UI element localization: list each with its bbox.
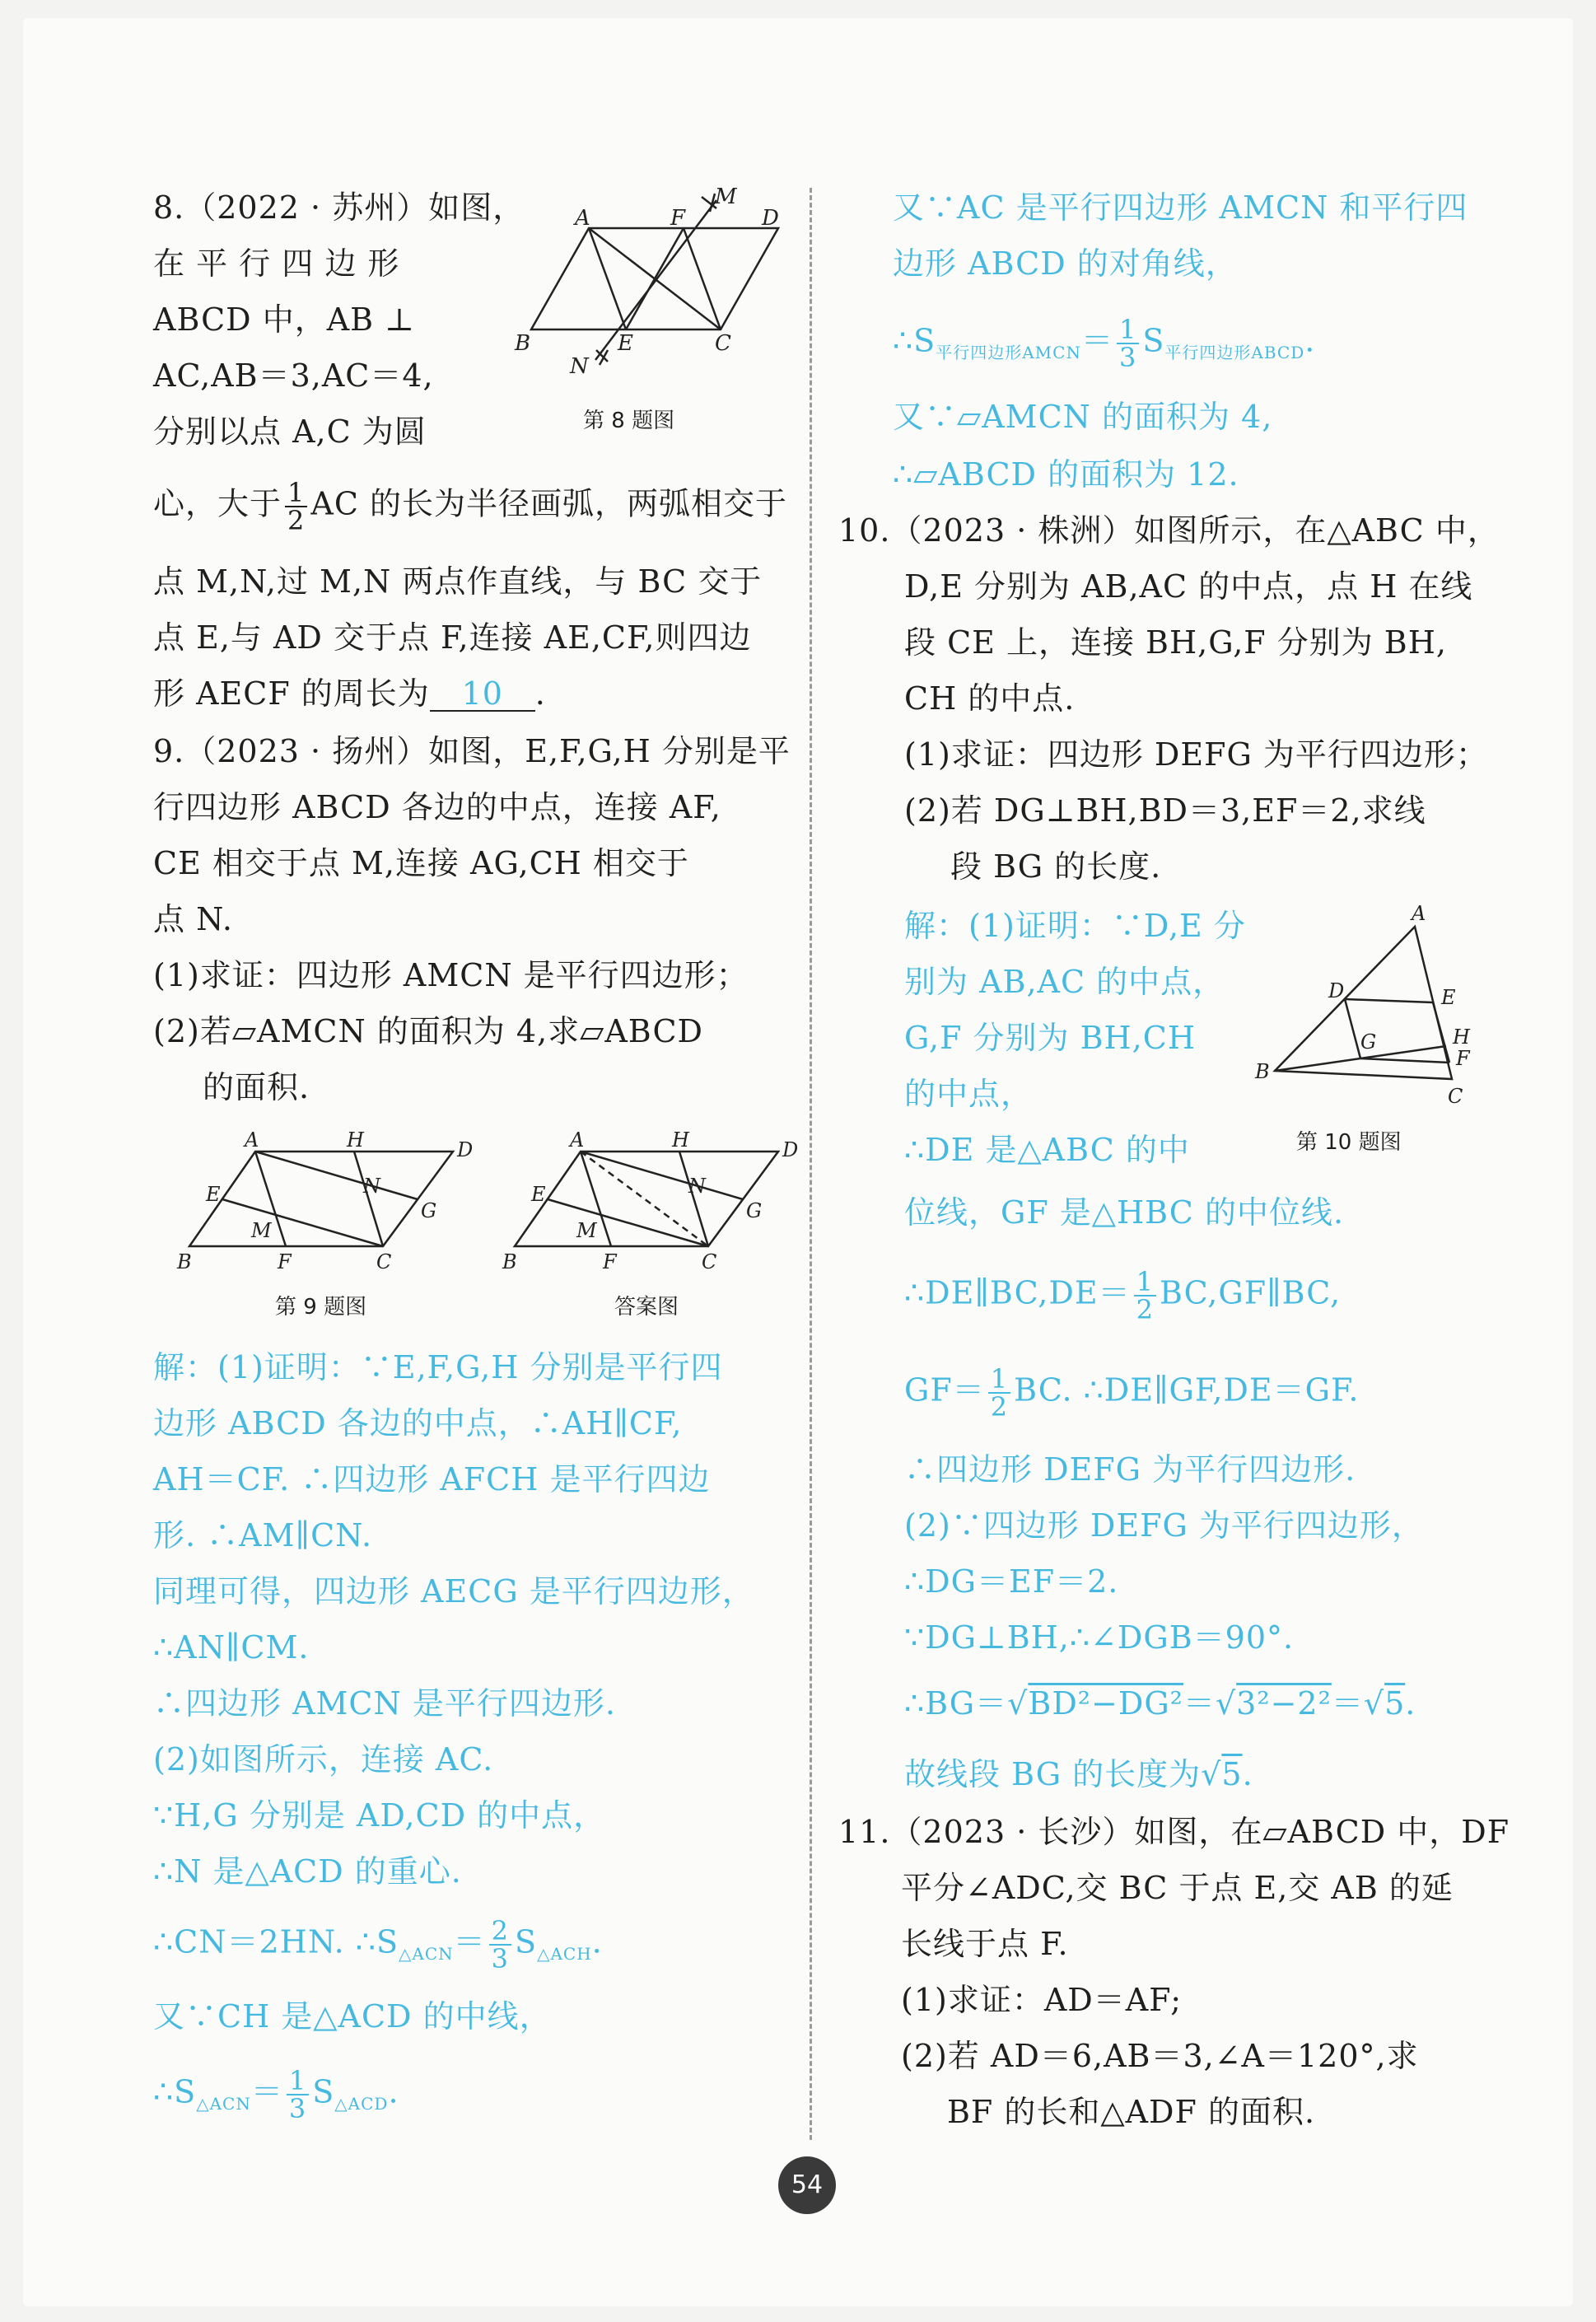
q9-cont-line-2: 边形 ABCD 的对角线， [893,245,1238,282]
q10-line-2: D,E 分别为 AB,AC 的中点，点 H 在线 [904,568,1473,605]
q10-label-C: C [1448,1085,1463,1108]
q9-solution-line-11: ∴CN＝2HN. $\therefore S_{\triangle ACN}=$ $\frac{2}{3}$ $S_{\triangle ACH}$. [153,1915,603,1974]
q11-line-2: 平分∠ADC,交 BC 于点 E,交 AB 的延 [901,1870,1454,1906]
q9-solution-line-10: ∴N 是△ACD 的重心. [153,1853,462,1890]
q9-ans-label-M: M [576,1219,597,1242]
q9-label-B: B [177,1250,192,1273]
q8-label-M: M [715,185,737,209]
q9-ans-label-C: C [702,1250,717,1273]
q8-line-5: 分别以点 A,C 为圆 [153,413,427,450]
q10-solution-line-1: 解：(1)证明：∵D,E 分 [904,908,1246,944]
q8-label-E: E [618,331,633,356]
q10-label-H: H [1453,1026,1470,1049]
q8-figure-caption: 第 8 题图 [583,409,675,433]
q11-line-4: (1)求证：AD＝AF; [901,1982,1182,2018]
q9-label-D: D [457,1138,474,1161]
page-number: 54 [778,2156,836,2214]
q8-line-3: ABCD 中，AB ⊥ [153,301,415,338]
q9-line-2: 行四边形 ABCD 各边的中点，连接 AF, [153,789,721,825]
q9-solution-line-12: 又∵CH 是△ACD 的中线， [153,1998,552,2035]
q9-figure [169,1127,482,1275]
q9-solution-line-3: AH＝CF. ∴四边形 AFCH 是平行四边 [153,1461,711,1497]
q9-solution-line-1: 解：(1)证明：∵E,F,G,H 分别是平行四 [153,1349,723,1385]
q10-solution-line-3: G,F 分别为 BH,CH [904,1020,1196,1056]
q9-solution-line-8: (2)如图所示，连接 AC. [153,1741,494,1778]
q8-label-F: F [670,206,686,231]
q11-line-5: (2)若 AD＝6,AB＝3,∠A＝120°,求 [901,2038,1419,2074]
q8-label-D: D [762,206,779,231]
q9-cont-line-4: 又∵▱AMCN 的面积为 4, [893,399,1273,435]
fraction: $\frac{1}{2}$ [285,479,307,534]
q9-ans-label-A: A [570,1128,585,1152]
q9-label-G: G [421,1199,437,1222]
q10-solution-line-14: 故线段 BG 的长度为√5. [904,1756,1253,1792]
q8-label-N: N [570,354,589,375]
q9-solution-line-6: ∴AN∥CM. [153,1629,310,1666]
q9-answer-figure-caption: 答案图 [614,1295,679,1320]
q10-line-3: 段 CE 上，连接 BH,G,F 分别为 BH, [904,624,1447,661]
q9-line-1: 9.（2023 · 扬州）如图，E,F,G,H 分别是平 [153,733,791,769]
q11-line-3: 长线于点 F. [901,1926,1069,1962]
q9-solution-line-7: ∴四边形 AMCN 是平行四边形. [153,1685,616,1722]
q10-label-D: D [1328,979,1345,1002]
q9-solution-line-4: 形. ∴AM∥CN. [153,1517,373,1553]
q10-solution-line-12: ∵DG⊥BH,∴∠DGB＝90°. [904,1619,1295,1656]
q10-label-F: F [1456,1047,1470,1070]
q9-line-6: (2)若▱AMCN 的面积为 4,求▱ABCD [153,1013,703,1049]
q9-ans-label-N: N [688,1175,706,1198]
q9-solution-line-13: $\therefore S_{\triangle ACN}=$ $\frac{1}{3}$ $S_{\triangle ACD}$. [153,2065,399,2124]
q8-line-8: 点 E,与 AD 交于点 F,连接 AE,CF,则四边 [153,619,752,656]
q8-line-2: 在 平 行 四 边 形 [153,245,400,282]
q8-line-9: 形 AECF 的周长为 10 . [153,675,546,712]
q10-solution-line-8: GF＝ $\frac{1}{2}$ BC. ∴DE∥GF,DE＝GF. [904,1363,1360,1423]
q10-label-B: B [1255,1060,1270,1083]
q10-solution-line-9: ∴四边形 DEFG 为平行四边形. [904,1451,1356,1488]
q8-line-7: 点 M,N,过 M,N 两点作直线，与 BC 交于 [153,563,763,600]
q9-ans-label-F: F [603,1250,617,1273]
q10-label-G: G [1360,1030,1377,1054]
q10-solution-line-6: 位线，GF 是△HBC 的中位线. [904,1194,1345,1231]
q11-line-6: BF 的长和△ADF 的面积. [947,2094,1316,2130]
q10-line-5: (1)求证：四边形 DEFG 为平行四边形； [904,736,1488,773]
q9-cont-line-1: 又∵AC 是平行四边形 AMCN 和平行四 [893,189,1468,226]
q10-figure-caption: 第 10 题图 [1296,1130,1402,1155]
fraction: $\frac{2}{3}$ [489,1918,511,1972]
q10-label-E: E [1441,986,1456,1009]
q10-solution-line-2: 别为 AB,AC 的中点， [904,964,1225,1000]
q8-figure [511,185,791,375]
q9-ans-label-D: D [782,1138,799,1161]
q9-answer-figure [494,1127,807,1275]
fraction: $\frac{1}{3}$ [1117,316,1139,371]
q10-line-4: CH 的中点. [904,680,1076,717]
q9-label-F: F [278,1250,292,1273]
q9-label-A: A [245,1128,259,1152]
q10-solution-line-10: (2)∵四边形 DEFG 为平行四边形， [904,1507,1424,1544]
fraction: $\frac{1}{3}$ [287,2067,309,2122]
q10-line-6: (2)若 DG⊥BH,BD＝3,EF＝2,求线 [904,792,1426,829]
q9-label-E: E [206,1183,221,1206]
q9-label-N: N [363,1175,380,1198]
q9-solution-line-2: 边形 ABCD 各边的中点，∴AH∥CF, [153,1405,683,1441]
q10-solution-line-13: ∴BG＝√BD²−DG²＝√3²−2²＝√5. [904,1685,1416,1722]
q9-ans-label-H: H [672,1128,689,1152]
q9-ans-label-G: G [746,1199,763,1222]
column-divider [810,188,812,2140]
q9-ans-label-E: E [531,1183,546,1206]
q8-label-A: A [575,206,590,231]
q10-line-1: 10.（2023 · 株洲）如图所示，在△ABC 中， [838,512,1500,549]
q10-solution-line-7: ∴DE∥BC,DE＝ $\frac{1}{2}$ BC,GF∥BC, [904,1266,1342,1325]
q9-label-H: H [347,1128,364,1152]
q9-ans-label-B: B [502,1250,517,1273]
q9-solution-line-9: ∵H,G 分别是 AD,CD 的中点， [153,1797,606,1834]
q9-line-7: 的面积. [203,1069,310,1105]
q9-line-4: 点 N. [153,901,233,937]
q9-line-5: (1)求证：四边形 AMCN 是平行四边形； [153,957,749,993]
q10-solution-line-5: ∴DE 是△ABC 的中 [904,1132,1190,1168]
q9-label-C: C [376,1250,392,1273]
q9-line-3: CE 相交于点 M,连接 AG,CH 相交于 [153,845,689,881]
fraction: $\frac{1}{2}$ [1134,1268,1156,1323]
q9-cont-line-3: $\therefore S_{平行四边形AMCN}=$ $\frac{1}{3}$ $S_{平行四边形ABCD}$. [893,314,1316,373]
q8-line-1: 8.（2022 · 苏州）如图， [153,189,525,226]
q8-label-C: C [715,331,731,356]
q10-figure [1250,902,1481,1108]
answer-blank: 10 [430,677,535,712]
q8-line-4: AC,AB＝3,AC＝4, [153,357,434,394]
q10-solution-line-4: 的中点， [904,1076,1034,1112]
q8-line-6: 心，大于 $\frac{1}{2}$ AC 的长为半径画弧，两弧相交于 [153,477,787,536]
q9-figure-caption: 第 9 题图 [275,1295,367,1320]
q9-label-M: M [251,1219,272,1242]
q11-line-1: 11.（2023 · 长沙）如图，在▱ABCD 中，DF [838,1814,1510,1850]
q10-line-7: 段 BG 的长度. [950,848,1162,885]
q9-solution-line-5: 同理可得，四边形 AECG 是平行四边形， [153,1573,754,1610]
q9-cont-line-5: ∴▱ABCD 的面积为 12. [893,456,1239,493]
fraction: $\frac{1}{2}$ [988,1366,1010,1420]
q8-label-B: B [515,331,531,356]
q10-solution-line-11: ∴DG＝EF＝2. [904,1563,1119,1600]
q10-label-A: A [1412,902,1426,925]
